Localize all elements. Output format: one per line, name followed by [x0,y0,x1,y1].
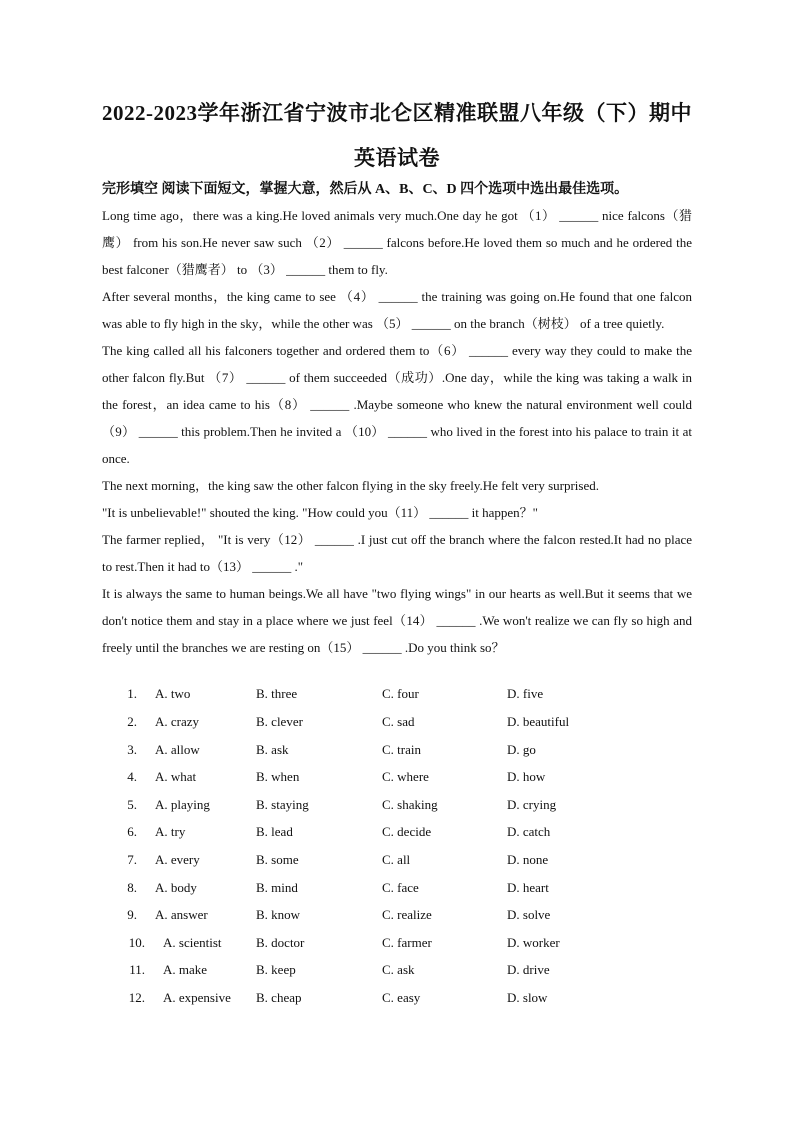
option-b: B. cheap [256,990,302,1005]
question-number: 10. [128,935,145,950]
option-a: A. body [155,880,197,895]
option-a: A. allow [155,742,200,757]
question-number: 11. [129,962,145,977]
passage-paragraph: The king called all his falconers together and ordered them to（6） ______ every way they could to make the other falcon fly.But （7） ______ of them succeeded（成功）.One day，while the king was taking a walk in the forest，an idea came to his（8） ______ .Maybe someone who knew the natural environment well could （9） ______ this problem.Then he invited a （10） ______ who lived in the forest into his palace to train it at once. [102,343,692,466]
option-a: A. crazy [155,714,200,729]
passage-paragraph: After several months，the king came to see （4） ______ the training was going on.He found that one falcon was able to fly high in the sky，while the other was （5） ______ on the branch（树枝） of a tree quietly. [102,289,692,331]
option-c: C. farmer [382,935,432,950]
question-number: 3. [127,742,137,757]
question-number: 1. [127,686,137,701]
option-c: C. where [382,769,429,784]
option-b: B. when [256,769,300,784]
option-b: B. staying [256,797,309,812]
option-a: A. what [155,769,197,784]
question-number: 8. [127,880,137,895]
passage-paragraph: "It is unbelievable!" shouted the king. "How could you（11） ______ it happen？" [102,505,538,520]
question-number: 4. [127,769,137,784]
option-a: A. every [155,852,200,867]
option-d: D. slow [507,990,548,1005]
option-c: C. decide [382,824,432,839]
option-d: D. worker [507,935,560,950]
option-d: D. beautiful [507,714,570,729]
page-subtitle: 英语试卷 [354,146,440,170]
page-title: 2022-2023学年浙江省宁波市北仑区精准联盟八年级（下）期中 [102,101,692,125]
option-d: D. crying [507,797,557,812]
option-b: B. doctor [256,935,305,950]
question-number: 12. [128,990,145,1005]
option-a: A. two [155,686,191,701]
option-c: C. train [382,742,421,757]
option-b: B. mind [256,880,298,895]
option-a: A. try [155,824,186,839]
question-number: 5. [127,797,137,812]
option-c: C. face [382,880,419,895]
option-d: D. how [507,769,546,784]
option-a: A. scientist [163,935,222,950]
passage-paragraph: The farmer replied， "It is very（12） ______ .I just cut off the branch where the falcon rested.It had no place to rest.Then it had to（13） ______ ." [102,532,692,574]
option-c: C. shaking [382,797,438,812]
option-b: B. three [256,686,298,701]
question-number: 7. [127,852,137,867]
option-b: B. some [256,852,299,867]
option-a: A. answer [155,907,208,922]
cloze-passage [102,202,692,661]
passage-paragraph: The next morning，the king saw the other falcon flying in the sky freely.He felt very surprised. [102,478,599,493]
option-a: A. make [163,962,208,977]
option-c: C. realize [382,907,432,922]
option-c: C. easy [382,990,421,1005]
option-b: B. lead [256,824,293,839]
question-number: 9. [127,907,137,922]
option-d: D. heart [507,880,549,895]
option-d: D. five [507,686,544,701]
passage-paragraph: It is always the same to human beings.We all have "two flying wings" in our hearts as well.But it seems that we don't notice them and stay in a place where we just feel（14） ______ .We won't realize we can fly so high and freely until the branches we are resting on（15） ______ .Do you think so？ [102,586,692,655]
option-d: D. go [507,742,536,757]
option-b: B. ask [256,742,289,757]
question-number: 2. [127,714,137,729]
option-d: D. solve [507,907,551,922]
question-number: 6. [127,824,137,839]
option-b: B. clever [256,714,303,729]
passage-paragraph: Long time ago，there was a king.He loved animals very much.One day he got （1） ______ nice falcons（猎鹰） from his son.He never saw such （2） ______ falcons before.He loved them so much and he ordered the best falconer（猎鹰者） to （3） ______ them to fly. [102,208,692,277]
option-a: A. playing [155,797,210,812]
option-a: A. expensive [163,990,231,1005]
section-instruction: 完形填空 阅读下面短文，掌握大意，然后从 A、B、C、D 四个选项中选出最佳选项。 [102,182,629,197]
option-c: C. all [382,852,411,867]
option-c: C. sad [382,714,415,729]
option-b: B. keep [256,962,296,977]
option-c: C. ask [382,962,415,977]
option-d: D. none [507,852,549,867]
option-d: D. drive [507,962,550,977]
option-c: C. four [382,686,419,701]
option-b: B. know [256,907,301,922]
option-d: D. catch [507,824,551,839]
